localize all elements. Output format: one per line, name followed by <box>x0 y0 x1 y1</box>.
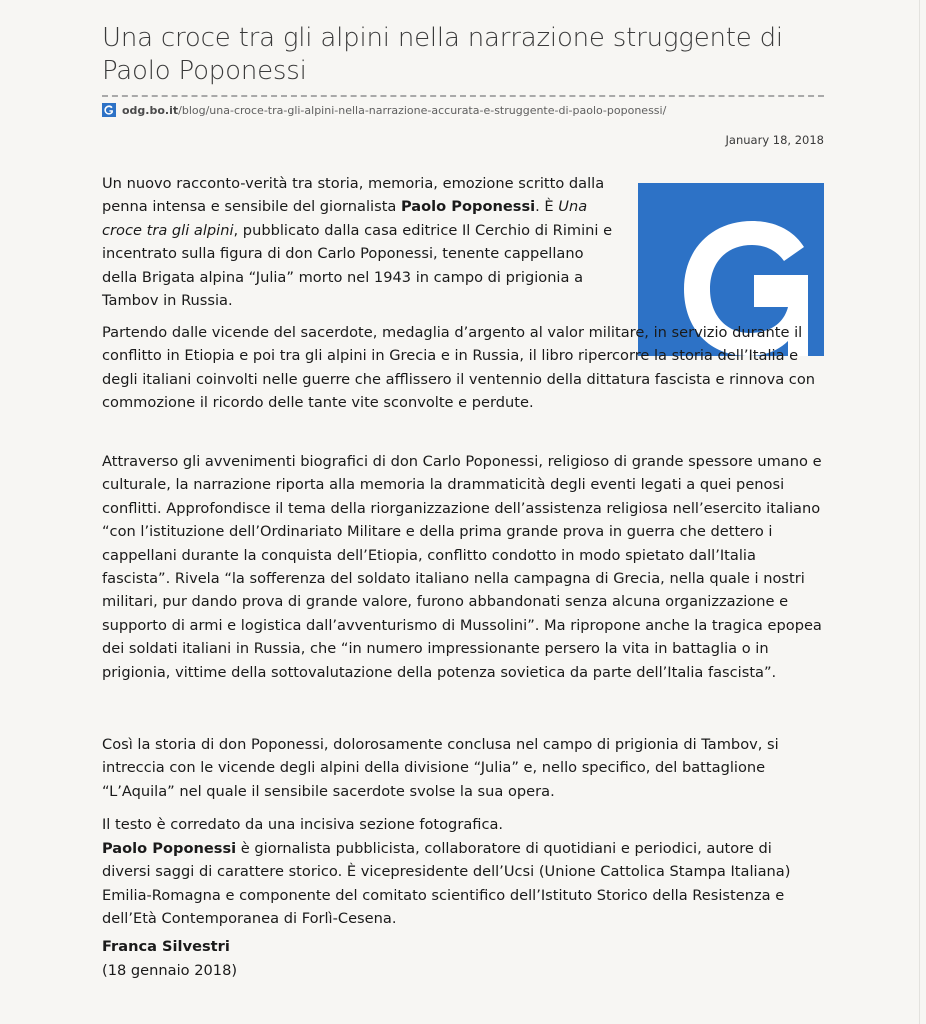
article-date: January 18, 2018 <box>725 133 824 147</box>
source-domain: odg.bo.it <box>122 103 179 117</box>
scan-edge <box>919 0 920 1024</box>
byline-date: (18 gennaio 2018) <box>102 962 238 979</box>
p1-author-name: Paolo Poponessi <box>401 198 536 216</box>
odg-logo-icon <box>102 103 116 117</box>
bio-text: è giornalista pubblicista, collaboratore di quotidiani e periodici, autore di diversi saggi di carattere storico. È vicepresidente dell’Ucsi (Unione Cattolica Stampa Italiana) Emilia-Romagna e componente del comitato scientifico dell’Istituto Storico della Resistenza e dell’Età Contemporanea di Forlì-Cesena. <box>102 840 791 928</box>
source-path: /blog/una-croce-tra-gli-alpini-nella-narrazione-accurata-e-struggente-di-paolo-poponessi/ <box>178 103 667 117</box>
p1-book-title: Una croce tra gli alpini <box>102 198 588 239</box>
paragraph-3: Attraverso gli avvenimenti biografici di don Carlo Poponessi, religioso di grande spessore umano e culturale, la narrazione riporta alla memoria la drammaticità degli eventi legati a quei penosi conflitti. Approfondisce il tema della riorganizzazione dell’assistenza religiosa nell’esercito italiano “con l’istituzione dell’Ordinariato Militare e della prima grande prova in guerra che dettero i cappellani durante la conquista dell’Etiopia, conflitto condotto in modo spietato dall’Italia fascista”. Rivela “la sofferenza del soldato italiano nella campagna di Grecia, nella quale i nostri militari, pur dando prova di grande valore, furono abbandonati senza alcuna organizzazione e supporto di armi e logistica dall’avventurismo di Mussolini”. Ma ripropone anche la tragica epopea dei soldati italiani in Russia, che “in numero impressionante persero la vita in battaglia o in prigionia, vittime della sottovalutazione della potenza sovietica da parte dell’Italia fascista”. <box>102 453 822 681</box>
paragraph-2: Partendo dalle vicende del sacerdote, medaglia d’argento al valor militare, in servizio durante il conflitto in Etiopia e poi tra gli alpini in Grecia e in Russia, il libro ripercorre la storia dell’Italia e degli italiani coinvolti nelle guerre che afflissero il ventennio della dittatura fascista e rinnova con commozione il ricordo delle tante vite sconvolte e perdute. <box>102 324 815 412</box>
p1-text-c: . È <box>535 198 559 216</box>
byline-author: Franca Silvestri <box>102 938 230 955</box>
dashed-divider <box>102 95 824 97</box>
author-bio <box>102 837 822 931</box>
paragraph-5: Il testo è corredato da una incisiva sezione fotografica. <box>102 816 504 833</box>
p1-text-e: , pubblicato dalla casa editrice Il Cerchio di Rimini e incentrato sulla figura di don Carlo Poponessi, tenente cappellano della Brigata alpina “Julia” morto nel 1943 in campo di prigionia a Tambov in Russia. <box>102 221 613 310</box>
paragraph-intro <box>102 172 622 312</box>
paragraph-4: Così la storia di don Poponessi, dolorosamente conclusa nel campo di prigionia di Tambov, si intreccia con le vicende degli alpini della divisione “Julia” e, nello specifico, del battaglione “L’Aquila” nel quale il sensibile sacerdote svolse la sua opera. <box>102 736 779 800</box>
p1-text-a: Un nuovo racconto-verità tra storia, memoria, emozione scritto dalla penna intensa e sensibile del giornalista <box>102 175 605 216</box>
article-title: Una croce tra gli alpini nella narrazione struggente di Paolo Poponessi <box>102 23 783 86</box>
bio-name: Paolo Poponessi <box>102 840 237 857</box>
source-line <box>102 101 822 119</box>
